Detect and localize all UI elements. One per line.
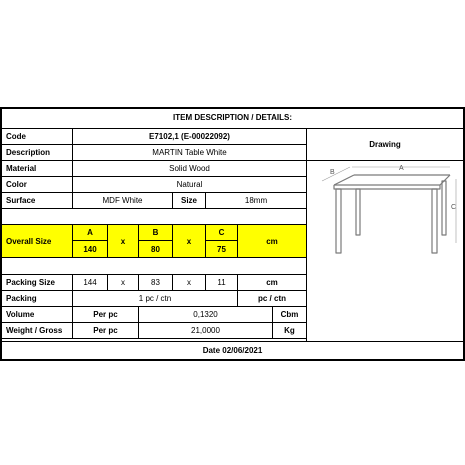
color-label: Color xyxy=(6,180,27,189)
code-value: E7102,1 (E-00022092) xyxy=(149,132,230,141)
packing-value: 1 pc / ctn xyxy=(138,294,172,303)
overall-c-label: C xyxy=(206,225,237,240)
overall-b-value: 80 xyxy=(139,241,172,257)
overall-b-label: B xyxy=(139,225,172,240)
volume-unit: Cbm xyxy=(280,310,299,319)
item-spec-sheet xyxy=(0,107,465,361)
dim-c-label: C xyxy=(451,204,457,211)
packing-x-1: x xyxy=(121,278,125,287)
dim-b-label: B xyxy=(330,169,335,176)
size-value: 18mm xyxy=(244,196,268,205)
overall-a-label: A xyxy=(73,225,107,240)
surface-label: Surface xyxy=(6,196,36,205)
size-label: Size xyxy=(180,196,197,205)
weight-per: Per pc xyxy=(93,326,118,335)
overall-x-1: x xyxy=(108,225,138,257)
dim-a-label: A xyxy=(399,165,404,172)
packing-label: Packing xyxy=(6,294,37,303)
description-label: Description xyxy=(6,148,51,157)
color-value: Natural xyxy=(176,180,203,189)
volume-per: Per pc xyxy=(93,310,118,319)
date-footer: Date 02/06/2021 xyxy=(202,346,263,355)
overall-a-value: 140 xyxy=(73,241,107,257)
packing-size-c: 11 xyxy=(217,278,226,287)
packing-size-b: 83 xyxy=(151,278,160,287)
overall-size-label: Overall Size xyxy=(2,225,72,257)
overall-x-2: x xyxy=(173,225,205,257)
drawing-label: Drawing xyxy=(369,140,401,149)
volume-value: 0,1320 xyxy=(193,310,218,319)
packing-unit: pc / ctn xyxy=(257,294,286,303)
sheet-heading: ITEM DESCRIPTION / DETAILS: xyxy=(173,113,292,122)
packing-size-a: 144 xyxy=(83,278,97,287)
volume-label: Volume xyxy=(6,310,35,319)
overall-unit: cm xyxy=(238,225,306,257)
packing-x-2: x xyxy=(187,278,191,287)
weight-unit: Kg xyxy=(284,326,295,335)
overall-c-value: 75 xyxy=(206,241,237,257)
description-value: MARTIN Table White xyxy=(152,148,227,157)
table-drawing xyxy=(314,161,462,259)
material-value: Solid Wood xyxy=(169,164,210,173)
code-label: Code xyxy=(6,132,26,141)
material-label: Material xyxy=(6,164,37,173)
packing-size-label: Packing Size xyxy=(6,278,55,287)
weight-label: Weight / Gross xyxy=(6,326,63,335)
packing-size-unit: cm xyxy=(266,278,278,287)
surface-value: MDF White xyxy=(102,196,143,205)
weight-value: 21,0000 xyxy=(191,326,220,335)
